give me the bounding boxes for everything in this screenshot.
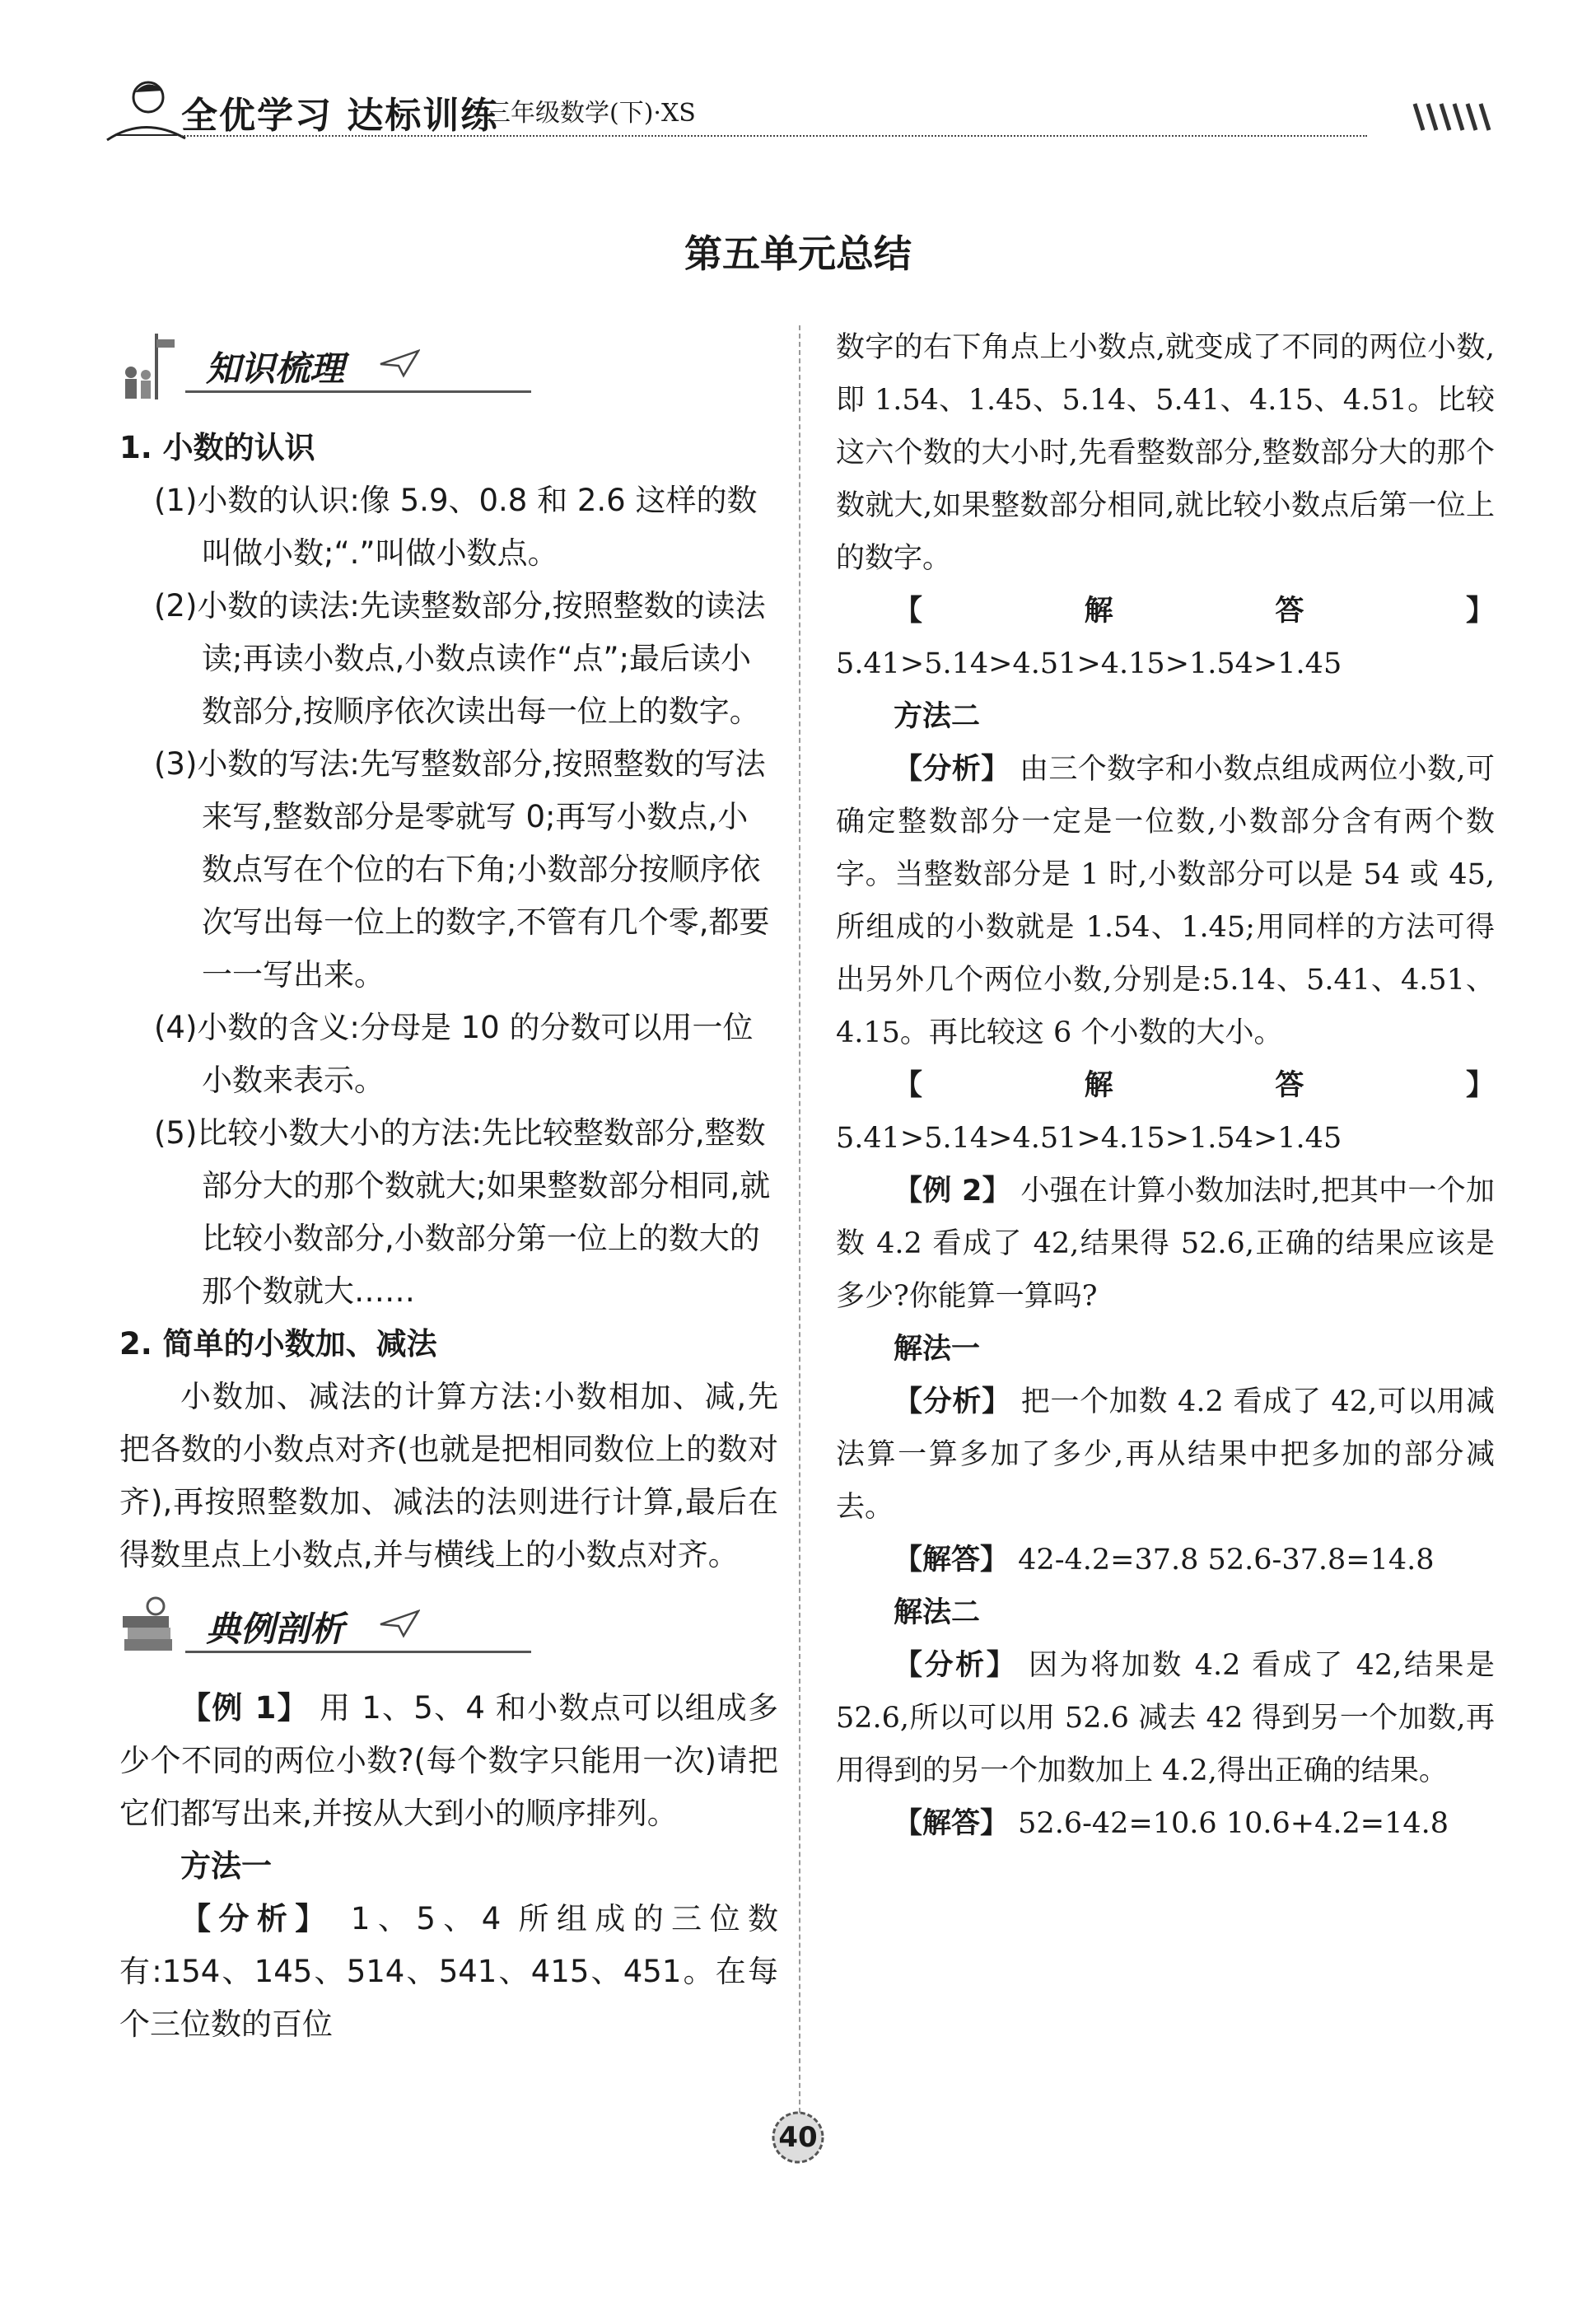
example-2-text: 小强在计算小数加法时,把其中一个加数 4.2 看成了 42,结果得 52.6,正确的结果应该是多少?你能算一算吗?	[836, 1175, 1495, 1313]
column-divider	[799, 325, 800, 2121]
solution-2-analysis	[836, 1639, 1495, 1797]
analysis-tag: 【分析】	[894, 753, 1010, 786]
method-1-answer	[836, 585, 1495, 690]
right-column	[836, 321, 1495, 1850]
example-tag: 【例 1】	[180, 1690, 309, 1726]
heading-decimal-add-sub: 2. 简单的小数加、减法	[119, 1326, 437, 1362]
solution-1-answer	[836, 1534, 1495, 1586]
method-1-answer-text: 5.41>5.14>4.51>4.15>1.54>1.45	[836, 647, 1342, 680]
section-label-examples: 典例剖析	[206, 1609, 345, 1649]
paper-plane-icon	[379, 1606, 420, 1639]
book-stack-icon	[119, 1590, 177, 1664]
section-underline	[185, 390, 531, 393]
analysis-tag: 【分析】	[894, 1649, 1018, 1682]
method-2-analysis	[836, 743, 1495, 1059]
example-1-text: 用 1、5、4 和小数点可以组成多少个不同的两位小数?(每个数字只能用一次)请把它们都写出来,并按从大到小的顺序排列。	[119, 1690, 778, 1831]
solution-2-answer-text: 52.6-42=10.6 10.6+4.2=14.8	[1018, 1807, 1449, 1840]
page-number: 40	[778, 2121, 818, 2154]
knowledge-item: (3)小数的写法:先写整数部分,按照整数的写法来写,整数部分是零就写 0;再写小数点,小数点写在个位的右下角;小数部分按顺序依次写出每一位上的数字,不管有几个零,都要一一写出来。	[154, 746, 770, 993]
stripes-decoration-icon	[1408, 100, 1499, 133]
left-column	[119, 321, 778, 2051]
analysis-tag: 【分析】	[180, 1901, 334, 1936]
page-header	[99, 74, 1499, 148]
knowledge-item: (4)小数的含义:分母是 10 的分数可以用一位小数来表示。	[154, 1010, 754, 1098]
answer-tag: 【解答】	[894, 1807, 1010, 1840]
solution-2-analysis-text: 因为将加数 4.2 看成了 42,结果是 52.6,所以可以用 52.6 减去 42 得到另一个加数,再用得到的另一个加数加上 4.2,得出正确的结果。	[836, 1649, 1495, 1787]
answer-tag: 【解答】	[894, 1069, 1495, 1102]
method-2-answer-text: 5.41>5.14>4.51>4.15>1.54>1.45	[836, 1122, 1342, 1155]
paper-plane-icon	[379, 346, 420, 379]
method-2-label: 方法二	[894, 700, 981, 733]
solution-1-label: 解法一	[894, 1333, 981, 1366]
page-title: 第五单元总结	[684, 231, 912, 276]
solution-1-analysis-text: 把一个加数 4.2 看成了 42,可以用减法算一算多加了多少,再从结果中把多加的部分减去。	[836, 1385, 1495, 1524]
student-mascot-icon	[99, 74, 189, 148]
section-examples	[119, 1585, 778, 1675]
method-2-answer	[836, 1059, 1495, 1165]
example-1	[119, 1682, 778, 1840]
section-knowledge	[119, 325, 778, 415]
solution-2-label: 解法二	[894, 1596, 981, 1629]
heading-decimal-concept: 1. 小数的认识	[119, 430, 315, 465]
knowledge-item: (1)小数的认识:像 5.9、0.8 和 2.6 这样的数叫做小数;“.”叫做小数点。	[154, 483, 758, 571]
grade-subtitle: 三年级数学(下)·XS	[486, 99, 696, 128]
signpost-people-icon	[119, 329, 177, 404]
knowledge-item: (5)比较小数大小的方法:先比较整数部分,整数部分大的那个数就大;如果整数部分相同,就比较小数部分,小数部分第一位上的数大的那个数就大……	[154, 1115, 771, 1309]
example-2	[836, 1165, 1495, 1323]
knowledge-item: (2)小数的读法:先读整数部分,按照整数的读法读;再读小数点,小数点读作“点”;最后读小数部分,按顺序依次读出每一位上的数字。	[154, 588, 766, 729]
solution-1-answer-text: 42-4.2=37.8 52.6-37.8=14.8	[1018, 1544, 1435, 1577]
method-1-analysis-cont: 数字的右下角点上小数点,就变成了不同的两位小数,即 1.54、1.45、5.14、5.41、4.15、4.51。比较这六个数的大小时,先看整数部分,整数部分大的那个数就大,如果整数部分相同,就比较小数点后第一位上的数字。	[836, 331, 1495, 575]
section-underline	[185, 1651, 531, 1653]
header-rule	[181, 135, 1367, 137]
brand-title: 全优学习 达标训练	[181, 95, 499, 137]
solution-2-answer	[836, 1797, 1495, 1850]
method-2-analysis-text: 由三个数字和小数点组成两位小数,可确定整数部分一定是一位数,小数部分含有两个数字。当整数部分是 1 时,小数部分可以是 54 或 45,所组成的小数就是 1.54、1.45;用同样的方法可得出另外几个两位小数,分别是:5.14、5.41、4.51、4.15。再比较这 6 个小数的大小。	[836, 753, 1495, 1049]
solution-1-analysis	[836, 1376, 1495, 1534]
method-1-label: 方法一	[180, 1848, 272, 1884]
method-1-analysis-a: 1、5、4 所组成的三位数有:154、145、514、541、415、451。在每个三位数的百位	[119, 1901, 779, 2042]
method-1-analysis-start	[119, 1893, 778, 2051]
analysis-tag: 【分析】	[894, 1385, 1011, 1418]
section-label-knowledge: 知识梳理	[206, 348, 345, 389]
example-tag: 【例 2】	[894, 1175, 1011, 1208]
answer-tag: 【解答】	[894, 1544, 1010, 1577]
add-sub-rule-text: 小数加、减法的计算方法:小数相加、减,先把各数的小数点对齐(也就是把相同数位上的数对齐),再按照整数加、减法的法则进行计算,最后在得数里点上小数点,并与横线上的小数点对齐。	[119, 1379, 778, 1572]
answer-tag: 【解答】	[894, 595, 1495, 628]
